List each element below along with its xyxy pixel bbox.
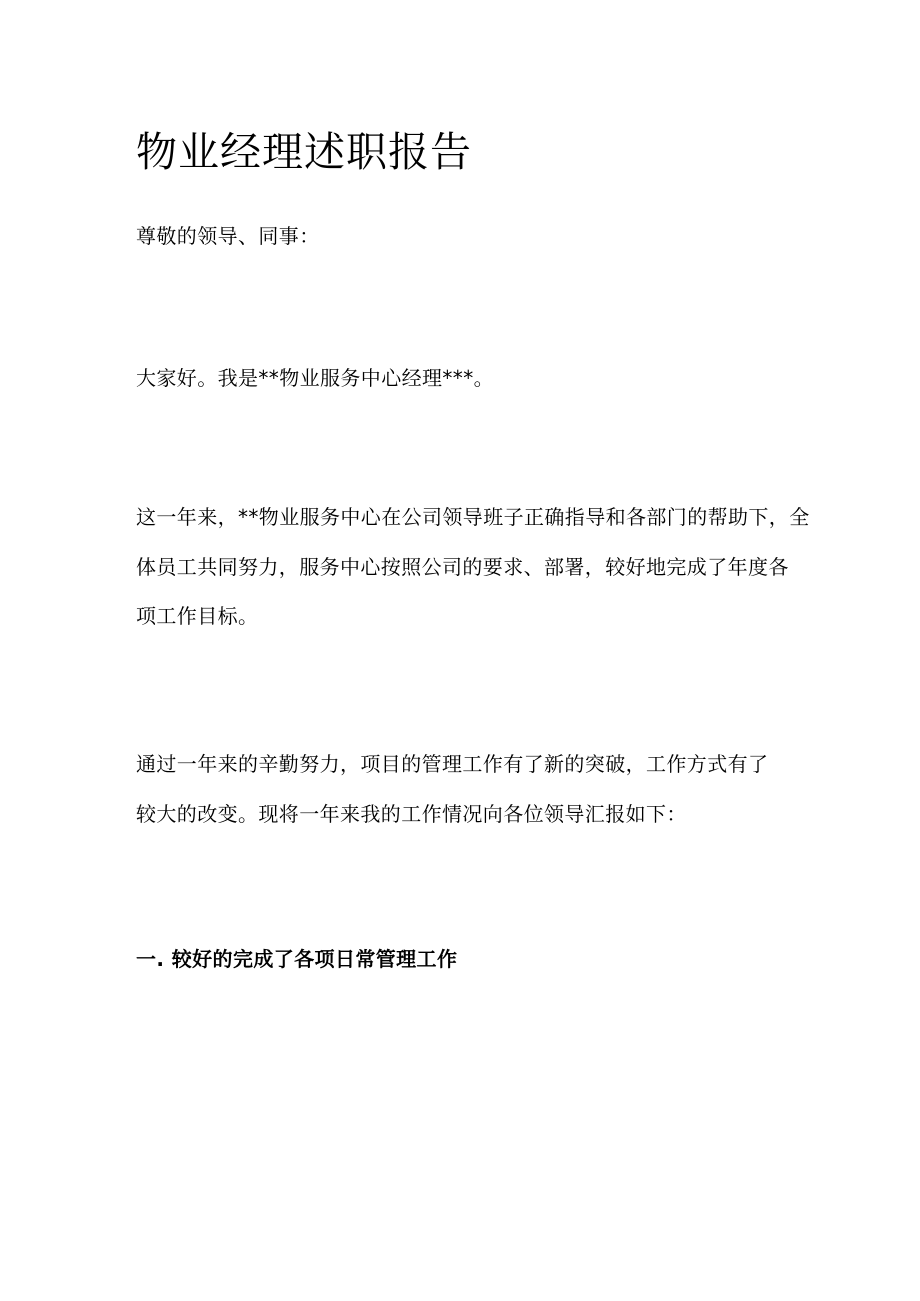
greeting: 尊敬的领导、同事： bbox=[136, 224, 320, 248]
paragraph-1-line-3: 项工作目标。 bbox=[136, 604, 259, 628]
intro-paragraph: 大家好。我是**物业服务中心经理***。 bbox=[136, 366, 494, 390]
paragraph-1-line-2: 体员工共同努力，服务中心按照公司的要求、部署，较好地完成了年度各 bbox=[136, 555, 789, 579]
paragraph-2-line-1: 通过一年来的辛勤努力，项目的管理工作有了新的突破，工作方式有了 bbox=[136, 752, 769, 776]
paragraph-1-line-1: 这一年来，**物业服务中心在公司领导班子正确指导和各部门的帮助下，全 bbox=[136, 505, 810, 529]
section-1-heading: 一. 较好的完成了各项日常管理工作 bbox=[136, 947, 458, 971]
paragraph-2-line-2: 较大的改变。现将一年来我的工作情况向各位领导汇报如下： bbox=[136, 802, 687, 826]
document-title: 物业经理述职报告 bbox=[136, 128, 472, 176]
